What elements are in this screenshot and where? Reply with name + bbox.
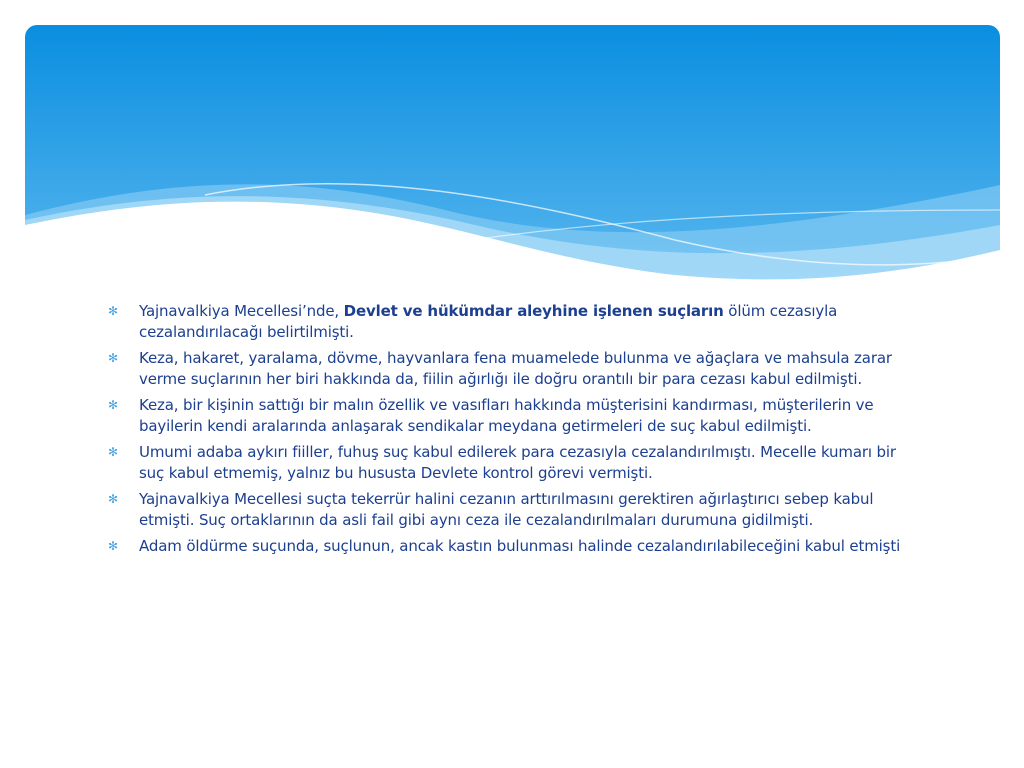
list-item	[104, 301, 924, 342]
bullet-text: Yajnavalkiya Mecellesi’nde, Devlet ve hükümdar aleyhine işlenen suçların ölüm cezasıyla cezalandırılacağı belirtilmişti.	[139, 302, 838, 341]
list-item	[104, 395, 924, 436]
asterisk-icon: ✻	[108, 304, 118, 318]
asterisk-icon: ✻	[108, 351, 118, 365]
bullet-text: Adam öldürme suçunda, suçlunun, ancak kastın bulunması halinde cezalandırılabileceğini kabul etmişti	[139, 537, 901, 555]
bullet-text: Umumi adaba aykırı fiiller, fuhuş suç kabul edilerek para cezasıyla cezalandırılmıştı. Mecelle kumarı bir suç kabul etmemiş, yalnız bu hususta Devlete kontrol görevi vermişti.	[139, 443, 896, 482]
bullet-text: Yajnavalkiya Mecellesi suçta tekerrür halini cezanın arttırılmasını gerektiren ağırlaştırıcı sebep kabul etmişti. Suç ortaklarının da asli fail gibi aynı ceza ile cezalandırılmaları durumuna gidilmişti.	[139, 490, 874, 529]
asterisk-icon: ✻	[108, 492, 118, 506]
list-item	[104, 489, 924, 530]
wave-graphic	[25, 25, 1000, 290]
list-item	[104, 348, 924, 389]
slide-content	[104, 301, 924, 563]
bullet-text: Keza, hakaret, yaralama, dövme, hayvanlara fena muamelede bulunma ve ağaçlara ve mahsula zarar verme suçlarının her biri hakkında da, fiilin ağırlığı ile doğru orantılı bir para cezası kabul edilmişti.	[139, 349, 892, 388]
asterisk-icon: ✻	[108, 398, 118, 412]
asterisk-icon: ✻	[108, 539, 118, 553]
bullet-text: Keza, bir kişinin sattığı bir malın özellik ve vasıfları hakkında müşterisini kandırması, müşterilerin ve bayilerin kendi aralarında anlaşarak sendikalar meydana getirmeleri de suç kabul edilmişti.	[139, 396, 874, 435]
highlighted-text: Devlet ve hükümdar aleyhine işlenen suçların	[343, 302, 724, 320]
asterisk-icon: ✻	[108, 445, 118, 459]
header-banner	[25, 25, 1000, 290]
list-item	[104, 536, 924, 557]
bullet-list	[104, 301, 924, 557]
list-item	[104, 442, 924, 483]
